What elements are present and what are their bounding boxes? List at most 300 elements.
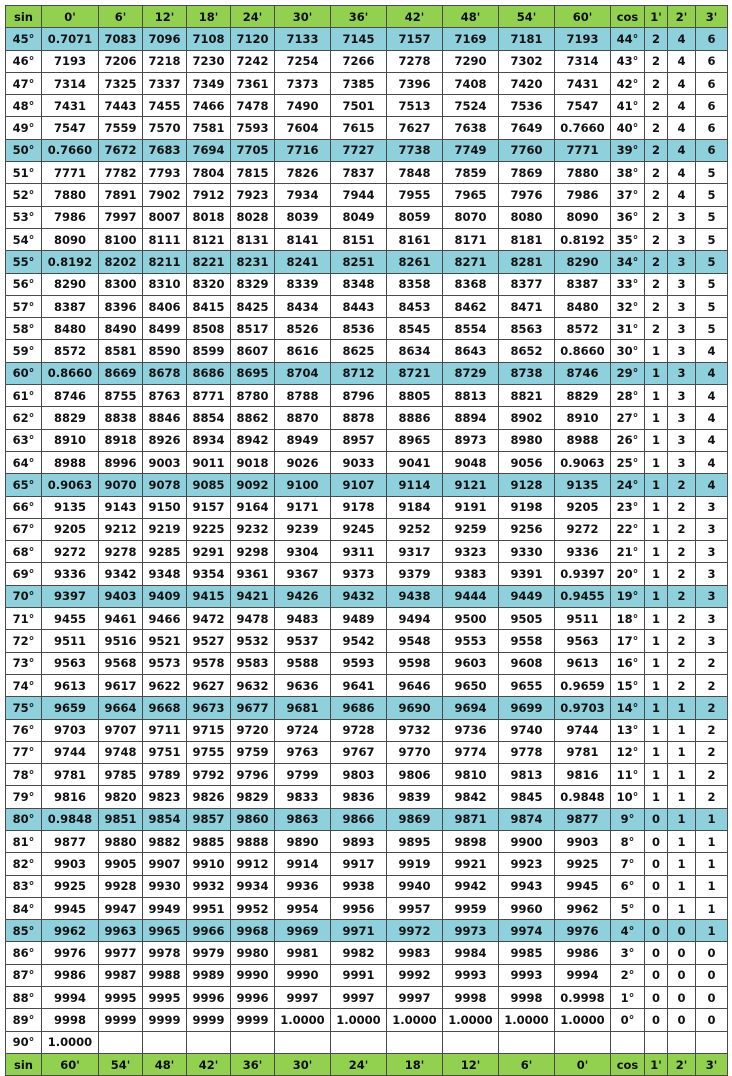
value-cell: 9820 bbox=[99, 786, 143, 808]
value-cell: 9336 bbox=[42, 563, 99, 585]
value-cell: 7420 bbox=[499, 72, 555, 94]
value-cell: 9627 bbox=[187, 674, 231, 696]
value-cell: 1 bbox=[645, 407, 668, 429]
value-cell: 7705 bbox=[231, 139, 275, 161]
value-cell: 34° bbox=[611, 251, 645, 273]
value-cell: 73° bbox=[6, 652, 42, 674]
value-cell: 60° bbox=[6, 362, 42, 384]
value-cell: 50° bbox=[6, 139, 42, 161]
value-cell: 15° bbox=[611, 674, 645, 696]
value-cell: 2 bbox=[668, 652, 696, 674]
value-cell: 9198 bbox=[499, 496, 555, 518]
value-cell: 9461 bbox=[99, 608, 143, 630]
value-cell: 7096 bbox=[143, 28, 187, 50]
value-cell: 75° bbox=[6, 697, 42, 719]
value-cell: 7120 bbox=[231, 28, 275, 50]
value-cell: 9588 bbox=[275, 652, 331, 674]
value-cell: 8090 bbox=[555, 206, 611, 228]
value-cell: 8300 bbox=[99, 273, 143, 295]
value-cell: 9857 bbox=[187, 808, 231, 830]
value-cell: 8290 bbox=[555, 251, 611, 273]
value-cell: 7254 bbox=[275, 50, 331, 72]
value-cell: 7965 bbox=[443, 184, 499, 206]
value-cell: 7716 bbox=[275, 139, 331, 161]
value-cell: 7° bbox=[611, 853, 645, 875]
value-cell: 9500 bbox=[443, 608, 499, 630]
value-cell: 7997 bbox=[99, 206, 143, 228]
value-cell: 9272 bbox=[42, 541, 99, 563]
value-cell: 8643 bbox=[443, 340, 499, 362]
value-cell: 9993 bbox=[443, 964, 499, 986]
value-cell: 0 bbox=[696, 987, 728, 1009]
value-cell bbox=[645, 1031, 668, 1053]
value-cell: 9979 bbox=[187, 942, 231, 964]
value-cell: 1 bbox=[696, 830, 728, 852]
value-cell: 0.9063 bbox=[555, 451, 611, 473]
value-cell: 1 bbox=[668, 875, 696, 897]
value-cell: 8926 bbox=[143, 429, 187, 451]
value-cell bbox=[611, 1031, 645, 1053]
value-cell bbox=[555, 1031, 611, 1053]
value-cell: 9056 bbox=[499, 451, 555, 473]
value-cell: 8070 bbox=[443, 206, 499, 228]
value-cell: 9212 bbox=[99, 518, 143, 540]
value-cell: 9740 bbox=[499, 719, 555, 741]
value-cell: 9912 bbox=[231, 853, 275, 875]
value-cell: 9923 bbox=[499, 853, 555, 875]
value-cell: 9323 bbox=[443, 541, 499, 563]
value-cell: 24° bbox=[611, 474, 645, 496]
value-cell: 8161 bbox=[387, 228, 443, 250]
value-cell: 1 bbox=[696, 920, 728, 942]
value-cell: 1 bbox=[645, 741, 668, 763]
value-cell: 0 bbox=[645, 920, 668, 942]
header-cell: 6' bbox=[99, 6, 143, 28]
value-cell: 0.7071 bbox=[42, 28, 99, 50]
value-cell: 8870 bbox=[275, 407, 331, 429]
header-cell: cos bbox=[611, 6, 645, 28]
value-cell: 7314 bbox=[555, 50, 611, 72]
header-cell: 12' bbox=[143, 6, 187, 28]
value-cell: 1 bbox=[645, 786, 668, 808]
value-cell: 8721 bbox=[387, 362, 443, 384]
value-cell: 8471 bbox=[499, 295, 555, 317]
value-cell: 9164 bbox=[231, 496, 275, 518]
value-cell: 9851 bbox=[99, 808, 143, 830]
value-cell: 9690 bbox=[387, 697, 443, 719]
value-cell: 9938 bbox=[331, 875, 387, 897]
value-cell: 8965 bbox=[387, 429, 443, 451]
value-cell: 7604 bbox=[275, 117, 331, 139]
value-cell: 9997 bbox=[387, 987, 443, 1009]
value-cell: 76° bbox=[6, 719, 42, 741]
value-cell: 8988 bbox=[42, 451, 99, 473]
table-row bbox=[6, 95, 728, 117]
value-cell: 84° bbox=[6, 897, 42, 919]
table-row bbox=[6, 1009, 728, 1031]
value-cell: 7771 bbox=[555, 139, 611, 161]
value-cell: 7396 bbox=[387, 72, 443, 94]
value-cell: 8886 bbox=[387, 407, 443, 429]
value-cell: 9449 bbox=[499, 585, 555, 607]
value-cell: 9998 bbox=[499, 987, 555, 1009]
value-cell: 2 bbox=[696, 719, 728, 741]
value-cell: 9995 bbox=[99, 987, 143, 1009]
value-cell: 8996 bbox=[99, 451, 143, 473]
value-cell: 3 bbox=[668, 273, 696, 295]
value-cell: 8443 bbox=[331, 295, 387, 317]
value-cell: 9836 bbox=[331, 786, 387, 808]
value-cell: 1 bbox=[645, 764, 668, 786]
value-cell: 9949 bbox=[143, 897, 187, 919]
value-cell: 9659 bbox=[42, 697, 99, 719]
value-cell: 0 bbox=[645, 1009, 668, 1031]
value-cell: 4 bbox=[668, 28, 696, 50]
value-cell: 2° bbox=[611, 964, 645, 986]
table-row bbox=[6, 518, 728, 540]
value-cell: 9373 bbox=[331, 563, 387, 585]
value-cell: 1 bbox=[645, 563, 668, 585]
value-cell: 2 bbox=[668, 630, 696, 652]
value-cell: 9990 bbox=[231, 964, 275, 986]
value-cell bbox=[499, 1031, 555, 1053]
value-cell: 9845 bbox=[499, 786, 555, 808]
value-cell: 9895 bbox=[387, 830, 443, 852]
value-cell: 1 bbox=[645, 630, 668, 652]
value-cell bbox=[443, 1031, 499, 1053]
value-cell: 86° bbox=[6, 942, 42, 964]
value-cell: 7206 bbox=[99, 50, 143, 72]
value-cell: 38° bbox=[611, 162, 645, 184]
value-cell: 9732 bbox=[387, 719, 443, 741]
value-cell: 8669 bbox=[99, 362, 143, 384]
value-cell: 2 bbox=[645, 273, 668, 295]
value-cell: 10° bbox=[611, 786, 645, 808]
table-row bbox=[6, 228, 728, 250]
value-cell: 1 bbox=[668, 853, 696, 875]
value-cell: 9041 bbox=[387, 451, 443, 473]
value-cell: 9866 bbox=[331, 808, 387, 830]
value-cell: 9361 bbox=[231, 563, 275, 585]
table-row bbox=[6, 1031, 728, 1053]
value-cell: 7683 bbox=[143, 139, 187, 161]
table-row bbox=[6, 830, 728, 852]
value-cell: 8755 bbox=[99, 385, 143, 407]
value-cell: 3 bbox=[668, 429, 696, 451]
value-cell: 0° bbox=[611, 1009, 645, 1031]
value-cell: 9932 bbox=[187, 875, 231, 897]
value-cell: 9956 bbox=[331, 897, 387, 919]
value-cell: 9871 bbox=[443, 808, 499, 830]
value-cell: 4 bbox=[668, 184, 696, 206]
value-cell: 2 bbox=[645, 206, 668, 228]
value-cell: 0 bbox=[645, 942, 668, 964]
value-cell: 64° bbox=[6, 451, 42, 473]
value-cell: 8434 bbox=[275, 295, 331, 317]
value-cell: 8712 bbox=[331, 362, 387, 384]
value-cell: 4 bbox=[668, 95, 696, 117]
value-cell: 5 bbox=[696, 295, 728, 317]
value-cell: 9982 bbox=[331, 942, 387, 964]
value-cell: 8090 bbox=[42, 228, 99, 250]
value-cell: 1 bbox=[645, 518, 668, 540]
value-cell: 9963 bbox=[99, 920, 143, 942]
value-cell: 9033 bbox=[331, 451, 387, 473]
table-row bbox=[6, 719, 728, 741]
value-cell: 7302 bbox=[499, 50, 555, 72]
value-cell: 9770 bbox=[387, 741, 443, 763]
value-cell: 8536 bbox=[331, 318, 387, 340]
table-row bbox=[6, 162, 728, 184]
value-cell: 40° bbox=[611, 117, 645, 139]
value-cell: 1 bbox=[696, 853, 728, 875]
value-cell: 9928 bbox=[99, 875, 143, 897]
value-cell: 0.8192 bbox=[555, 228, 611, 250]
value-cell: 4 bbox=[696, 385, 728, 407]
value-cell: 9114 bbox=[387, 474, 443, 496]
value-cell: 8508 bbox=[187, 318, 231, 340]
value-cell: 2 bbox=[645, 139, 668, 161]
value-cell: 63° bbox=[6, 429, 42, 451]
value-cell: 9829 bbox=[231, 786, 275, 808]
value-cell: 58° bbox=[6, 318, 42, 340]
value-cell: 7361 bbox=[231, 72, 275, 94]
value-cell: 9655 bbox=[499, 674, 555, 696]
value-cell: 8988 bbox=[555, 429, 611, 451]
value-cell: 9225 bbox=[187, 518, 231, 540]
value-cell: 72° bbox=[6, 630, 42, 652]
value-cell: 9157 bbox=[187, 496, 231, 518]
value-cell: 9537 bbox=[275, 630, 331, 652]
value-cell: 9759 bbox=[231, 741, 275, 763]
value-cell: 0.9703 bbox=[555, 697, 611, 719]
value-cell: 8480 bbox=[555, 295, 611, 317]
value-cell: 3 bbox=[696, 496, 728, 518]
value-cell: 27° bbox=[611, 407, 645, 429]
value-cell: 7547 bbox=[555, 95, 611, 117]
value-cell bbox=[668, 1031, 696, 1053]
value-cell: 9673 bbox=[187, 697, 231, 719]
value-cell: 8695 bbox=[231, 362, 275, 384]
value-cell: 9997 bbox=[331, 987, 387, 1009]
value-cell: 9976 bbox=[555, 920, 611, 942]
value-cell: 9755 bbox=[187, 741, 231, 763]
footer-cell: 3' bbox=[696, 1053, 728, 1075]
header-cell: 3' bbox=[696, 6, 728, 28]
value-cell: 90° bbox=[6, 1031, 42, 1053]
table-body bbox=[6, 6, 728, 1076]
value-cell: 8358 bbox=[387, 273, 443, 295]
value-cell: 5 bbox=[696, 228, 728, 250]
value-cell: 66° bbox=[6, 496, 42, 518]
value-cell: 9823 bbox=[143, 786, 187, 808]
value-cell: 9885 bbox=[187, 830, 231, 852]
value-cell: 9998 bbox=[42, 1009, 99, 1031]
value-cell: 9699 bbox=[499, 697, 555, 719]
value-cell: 9426 bbox=[275, 585, 331, 607]
value-cell: 8517 bbox=[231, 318, 275, 340]
value-cell: 7547 bbox=[42, 117, 99, 139]
value-cell: 8141 bbox=[275, 228, 331, 250]
value-cell: 26° bbox=[611, 429, 645, 451]
value-cell: 9304 bbox=[275, 541, 331, 563]
value-cell: 8805 bbox=[387, 385, 443, 407]
value-cell: 8049 bbox=[331, 206, 387, 228]
value-cell: 46° bbox=[6, 50, 42, 72]
value-cell: 0.7660 bbox=[555, 117, 611, 139]
value-cell: 9613 bbox=[42, 674, 99, 696]
table-row bbox=[6, 897, 728, 919]
value-cell: 9205 bbox=[555, 496, 611, 518]
header-cell: 2' bbox=[668, 6, 696, 28]
value-cell: 3 bbox=[668, 340, 696, 362]
table-row bbox=[6, 786, 728, 808]
value-cell: 9107 bbox=[331, 474, 387, 496]
value-cell: 9974 bbox=[499, 920, 555, 942]
value-cell: 9720 bbox=[231, 719, 275, 741]
value-cell: 8738 bbox=[499, 362, 555, 384]
value-cell: 9978 bbox=[143, 942, 187, 964]
value-cell: 9232 bbox=[231, 518, 275, 540]
table-row bbox=[6, 50, 728, 72]
value-cell: 7749 bbox=[443, 139, 499, 161]
table-row bbox=[6, 608, 728, 630]
value-cell: 14° bbox=[611, 697, 645, 719]
value-cell: 7859 bbox=[443, 162, 499, 184]
value-cell: 2 bbox=[645, 72, 668, 94]
value-cell: 23° bbox=[611, 496, 645, 518]
header-cell: 36' bbox=[331, 6, 387, 28]
value-cell: 9641 bbox=[331, 674, 387, 696]
value-cell: 9977 bbox=[99, 942, 143, 964]
value-cell: 7771 bbox=[42, 162, 99, 184]
value-cell: 68° bbox=[6, 541, 42, 563]
value-cell: 8241 bbox=[275, 251, 331, 273]
table-row bbox=[6, 295, 728, 317]
value-cell: 1 bbox=[645, 496, 668, 518]
value-cell: 31° bbox=[611, 318, 645, 340]
value-cell: 1.0000 bbox=[443, 1009, 499, 1031]
value-cell: 9578 bbox=[187, 652, 231, 674]
value-cell: 0 bbox=[696, 964, 728, 986]
footer-cell: sin bbox=[6, 1053, 42, 1075]
value-cell: 8918 bbox=[99, 429, 143, 451]
value-cell: 9553 bbox=[443, 630, 499, 652]
value-cell: 1 bbox=[645, 674, 668, 696]
value-cell: 9785 bbox=[99, 764, 143, 786]
value-cell: 9995 bbox=[143, 987, 187, 1009]
value-cell: 9311 bbox=[331, 541, 387, 563]
value-cell: 9774 bbox=[443, 741, 499, 763]
value-cell: 9256 bbox=[499, 518, 555, 540]
value-cell: 1 bbox=[696, 897, 728, 919]
value-cell: 9677 bbox=[231, 697, 275, 719]
value-cell: 69° bbox=[6, 563, 42, 585]
value-cell: 22° bbox=[611, 518, 645, 540]
value-cell: 9178 bbox=[331, 496, 387, 518]
value-cell: 7627 bbox=[387, 117, 443, 139]
value-cell: 7902 bbox=[143, 184, 187, 206]
value-cell: 8829 bbox=[555, 385, 611, 407]
value-cell: 2 bbox=[668, 608, 696, 630]
value-cell: 74° bbox=[6, 674, 42, 696]
footer-cell: 36' bbox=[231, 1053, 275, 1075]
value-cell: 9988 bbox=[143, 964, 187, 986]
value-cell: 9981 bbox=[275, 942, 331, 964]
value-cell: 3 bbox=[696, 585, 728, 607]
value-cell: 2 bbox=[696, 741, 728, 763]
table-row bbox=[6, 407, 728, 429]
value-cell: 7443 bbox=[99, 95, 143, 117]
value-cell: 8771 bbox=[187, 385, 231, 407]
value-cell: 9391 bbox=[499, 563, 555, 585]
value-cell: 9854 bbox=[143, 808, 187, 830]
value-cell: 9925 bbox=[555, 853, 611, 875]
value-cell: 9810 bbox=[443, 764, 499, 786]
value-cell: 8261 bbox=[387, 251, 443, 273]
value-cell: 8572 bbox=[42, 340, 99, 362]
value-cell: 1 bbox=[668, 786, 696, 808]
value-cell: 9994 bbox=[42, 987, 99, 1009]
value-cell: 1 bbox=[645, 652, 668, 674]
value-cell: 8686 bbox=[187, 362, 231, 384]
value-cell: 0.9848 bbox=[42, 808, 99, 830]
value-cell: 9890 bbox=[275, 830, 331, 852]
value-cell: 9636 bbox=[275, 674, 331, 696]
value-cell: 6 bbox=[696, 50, 728, 72]
value-cell: 9563 bbox=[42, 652, 99, 674]
value-cell: 8111 bbox=[143, 228, 187, 250]
value-cell: 9466 bbox=[143, 608, 187, 630]
value-cell: 7559 bbox=[99, 117, 143, 139]
value-cell: 7266 bbox=[331, 50, 387, 72]
value-cell: 3 bbox=[668, 385, 696, 407]
value-cell: 1 bbox=[668, 830, 696, 852]
value-cell: 9792 bbox=[187, 764, 231, 786]
value-cell: 35° bbox=[611, 228, 645, 250]
value-cell: 9748 bbox=[99, 741, 143, 763]
value-cell: 7290 bbox=[443, 50, 499, 72]
value-cell: 9985 bbox=[499, 942, 555, 964]
value-cell: 9421 bbox=[231, 585, 275, 607]
value-cell: 2 bbox=[696, 786, 728, 808]
value-cell: 0 bbox=[645, 808, 668, 830]
table-row bbox=[6, 184, 728, 206]
value-cell: 9942 bbox=[443, 875, 499, 897]
value-cell: 7513 bbox=[387, 95, 443, 117]
value-cell: 0 bbox=[668, 987, 696, 1009]
value-cell: 9622 bbox=[143, 674, 187, 696]
value-cell: 7536 bbox=[499, 95, 555, 117]
value-cell: 9593 bbox=[331, 652, 387, 674]
value-cell: 3 bbox=[696, 518, 728, 540]
value-cell: 7944 bbox=[331, 184, 387, 206]
value-cell: 9711 bbox=[143, 719, 187, 741]
value-cell: 3 bbox=[696, 630, 728, 652]
value-cell: 9397 bbox=[42, 585, 99, 607]
value-cell: 9989 bbox=[187, 964, 231, 986]
header-cell: 24' bbox=[231, 6, 275, 28]
value-cell: 9239 bbox=[275, 518, 331, 540]
table-row bbox=[6, 942, 728, 964]
value-cell: 4° bbox=[611, 920, 645, 942]
value-cell: 8862 bbox=[231, 407, 275, 429]
value-cell: 3° bbox=[611, 942, 645, 964]
value-cell: 7793 bbox=[143, 162, 187, 184]
value-cell: 7804 bbox=[187, 162, 231, 184]
value-cell: 0 bbox=[668, 1009, 696, 1031]
value-cell: 9930 bbox=[143, 875, 187, 897]
